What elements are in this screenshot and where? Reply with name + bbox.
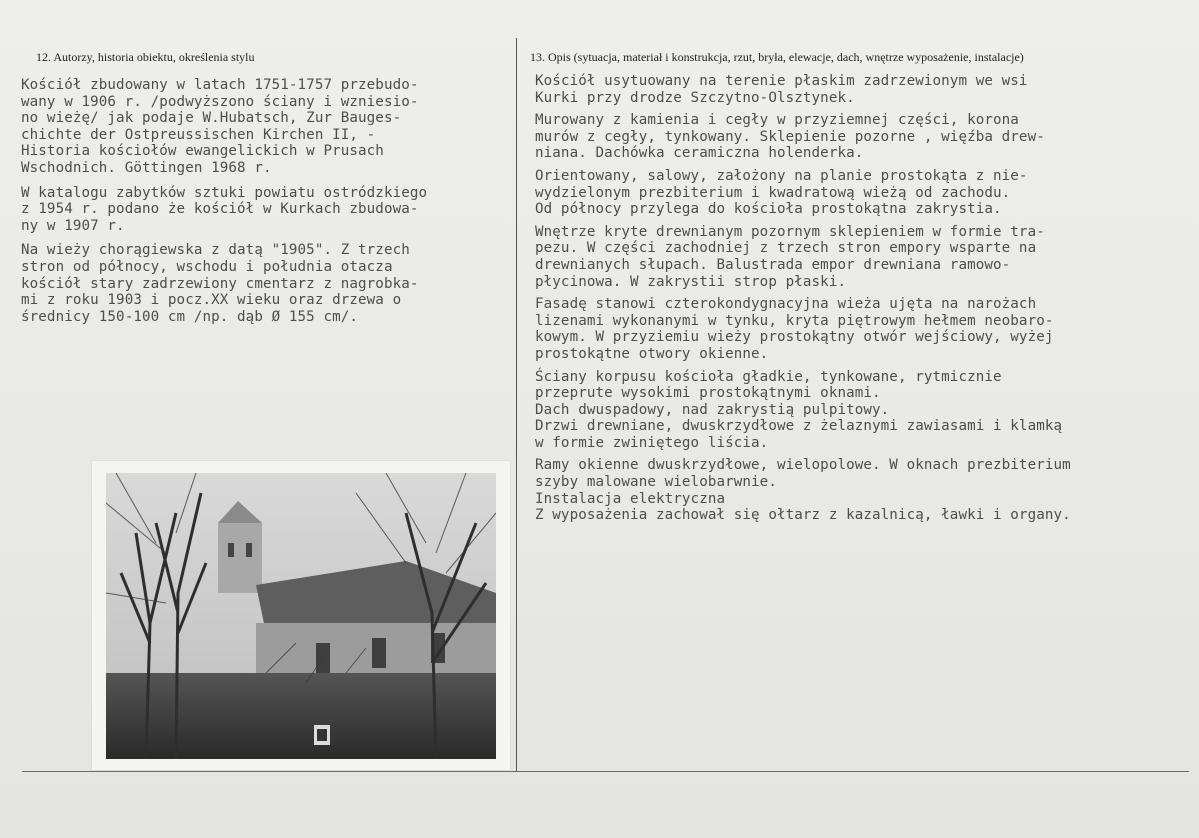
description-line: niana. Dachówka ceramiczna holenderka. <box>535 145 864 162</box>
church-photo <box>106 473 496 759</box>
description-paragraph <box>535 296 1195 362</box>
description-line: Orientowany, salowy, założony na planie prostokąta z nie- <box>535 167 1028 184</box>
description-paragraph <box>535 73 1195 106</box>
history-paragraph <box>21 242 511 325</box>
section-12-heading: 12. Autorzy, historia obiektu, określenia stylu <box>36 50 255 64</box>
description-line: wydzielonym prezbiterium i kwadratową wieżą od zachodu. <box>535 184 1011 201</box>
church-photo-image <box>106 473 496 759</box>
description-line: Instalacja elektryczna <box>535 490 726 507</box>
description-paragraph <box>535 168 1195 218</box>
description-line: płycinowa. W zakrystii strop płaski. <box>535 273 847 290</box>
history-line: kościół stary zadrzewiony cmentarz z nagrobka- <box>21 275 419 292</box>
description-line: Ściany korpusu kościoła gładkie, tynkowane, rytmicznie <box>535 368 1002 385</box>
description-line: Z wyposażenia zachował się ołtarz z kazalnicą, ławki i organy. <box>535 507 1071 524</box>
description-paragraph <box>535 369 1195 452</box>
description-line: w formie zwiniętego liścia. <box>535 434 769 451</box>
description-line: Od północy przylega do kościoła prostokątna zakrystia. <box>535 201 1002 218</box>
history-line: Na wieży chorągiewska z datą "1905". Z trzech <box>21 242 410 259</box>
description-line: prostokątne otwory okienne. <box>535 345 769 362</box>
description-line: kowym. W przyziemiu wieży prostokątny otwór wejściowy, wyżej <box>535 329 1054 346</box>
description-text <box>535 73 1195 530</box>
history-line: chichte der Ostpreussischen Kirchen II, - <box>21 126 376 143</box>
description-line: Fasadę stanowi czterokondygnacyjna wieża ujęta na narożach <box>535 296 1037 313</box>
history-line: Kościół zbudowany w latach 1751-1757 przebudo- <box>21 77 419 93</box>
description-line: drewnianych słupach. Balustrada empor drewniana ramowo- <box>535 256 1011 273</box>
history-line: wany w 1906 r. /podwyższono ściany i wzniesio- <box>21 93 419 110</box>
column-divider <box>516 38 517 772</box>
history-paragraph <box>21 77 511 177</box>
history-line: ny w 1907 r. <box>21 217 125 234</box>
description-paragraph <box>535 224 1195 290</box>
description-line: szyby malowane wielobarwnie. <box>535 474 777 491</box>
history-line: stron od północy, wschodu i południa otacza <box>21 258 393 275</box>
description-line: Drzwi drewniane, dwuskrzydłowe z żelaznymi zawiasami i klamką <box>535 418 1063 435</box>
bottom-rule <box>22 771 1189 772</box>
history-line: z 1954 r. podano że kościół w Kurkach zbudowa- <box>21 201 419 218</box>
history-paragraph <box>21 185 511 235</box>
description-line: murów z cegły, tynkowany. Sklepienie pozorne , więźba drew- <box>535 128 1045 145</box>
history-line: mi z roku 1903 i pocz.XX wieku oraz drzewa o <box>21 292 402 309</box>
description-line: Kościół usytuowany na terenie płaskim zadrzewionym we wsi <box>535 73 1028 89</box>
description-paragraph <box>535 112 1195 162</box>
history-line: Historia kościołów ewangelickich w Prusach <box>21 143 384 160</box>
history-text <box>21 77 511 333</box>
section-13-heading: 13. Opis (sytuacja, materiał i konstrukcja, rzut, bryła, elewacje, dach, wnętrze wyposażenie, instalacje) <box>530 50 1024 64</box>
history-line: no wieżę/ jak podaje W.Hubatsch, Zur Bauges- <box>21 110 402 127</box>
description-line: przeprute wysokimi prostokątnymi oknami. <box>535 385 881 402</box>
description-line: lizenami wykonanymi w tynku, kryta piętrowym hełmem neobaro- <box>535 312 1054 329</box>
description-line: pezu. W części zachodniej z trzech stron empory wsparte na <box>535 240 1037 257</box>
description-line: Dach dwuspadowy, nad zakrystią pulpitowy. <box>535 401 890 418</box>
description-line: Kurki przy drodze Szczytno-Olsztynek. <box>535 89 855 106</box>
history-line: średnicy 150-100 cm /np. dąb Ø 155 cm/. <box>21 308 359 325</box>
history-line: Wschodnich. Göttingen 1968 r. <box>21 159 272 176</box>
history-line: W katalogu zabytków sztuki powiatu ostródzkiego <box>21 184 428 201</box>
description-line: Wnętrze kryte drewnianym pozornym sklepieniem w formie tra- <box>535 223 1045 240</box>
description-paragraph <box>535 457 1195 523</box>
description-line: Ramy okienne dwuskrzydłowe, wielopolowe. W oknach prezbiterium <box>535 457 1071 474</box>
description-line: Murowany z kamienia i cegły w przyziemnej części, korona <box>535 112 1019 129</box>
